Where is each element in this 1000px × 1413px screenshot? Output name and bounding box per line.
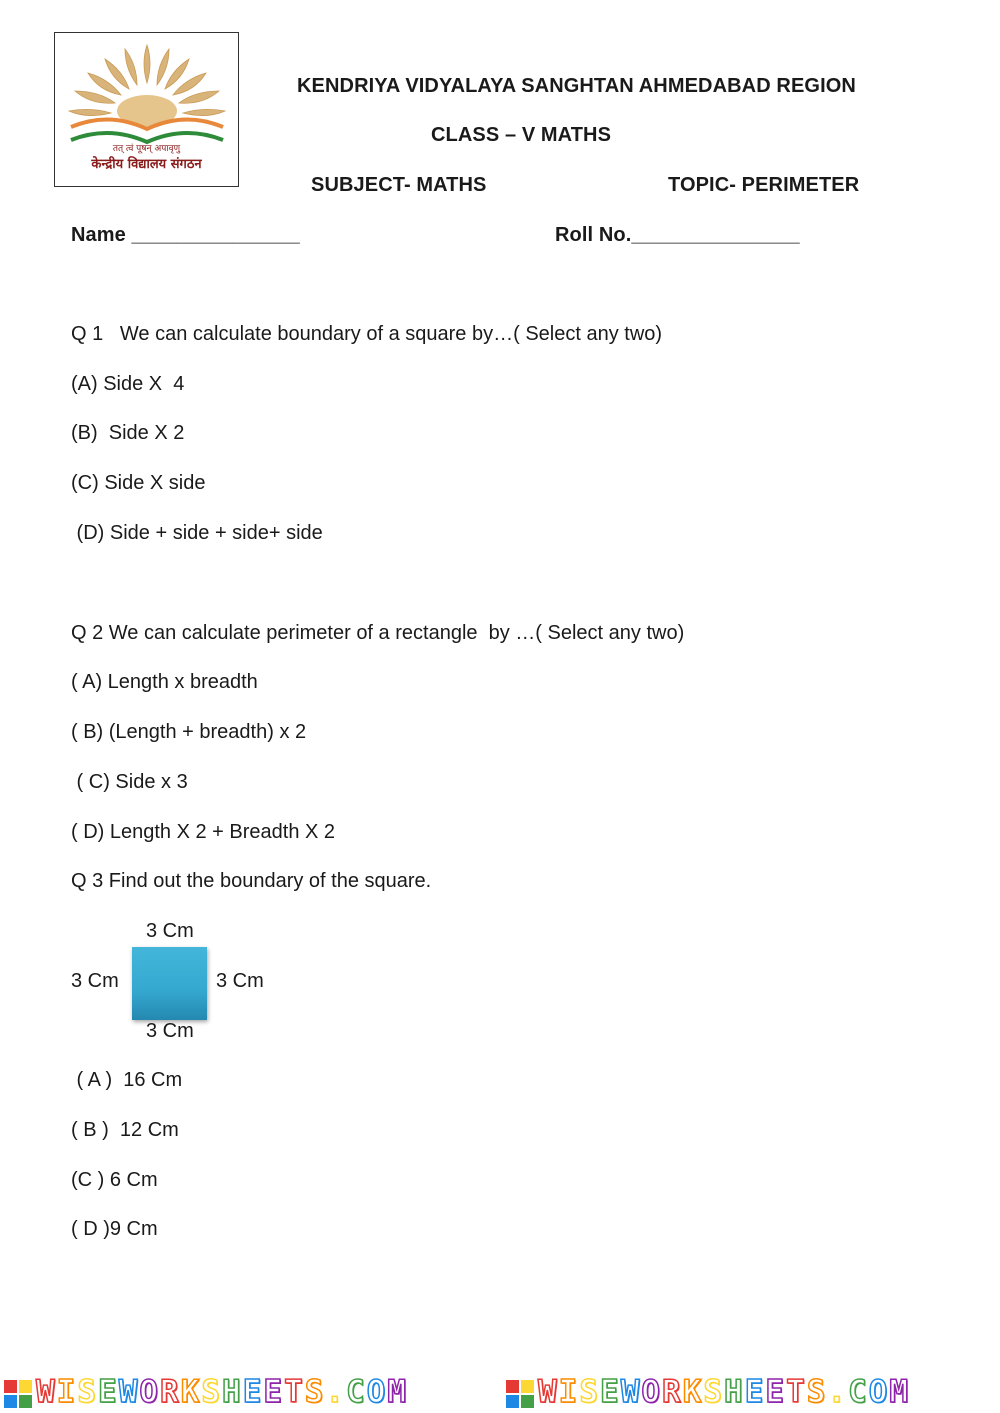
question-3: Q 3 Find out the boundary of the square.: [71, 870, 432, 892]
brand-text-left: WISEWORKSHEETS.COM: [36, 1374, 409, 1410]
square-bottom-label: 3 Cm: [146, 1020, 194, 1042]
brand-text-right: WISEWORKSHEETS.COM: [538, 1374, 911, 1410]
q2-option-a[interactable]: ( A) Length x breadth: [71, 671, 258, 693]
logo-name: केन्द्रीय विद्यालय संगठन: [91, 157, 202, 172]
q3-option-a[interactable]: ( A ) 16 Cm: [71, 1069, 183, 1091]
square-left-label: 3 Cm: [71, 970, 119, 992]
q2-option-b[interactable]: ( B) (Length + breadth) x 2: [71, 721, 307, 743]
question-2: Q 2 We can calculate perimeter of a rectangle by …( Select any two): [71, 622, 685, 644]
wise-logo-icon-right: [506, 1380, 534, 1408]
square-right-label: 3 Cm: [216, 970, 264, 992]
q1-option-a[interactable]: (A) Side X 4: [71, 373, 185, 395]
q2-option-d[interactable]: ( D) Length X 2 + Breadth X 2: [71, 821, 336, 843]
q3-option-c[interactable]: (C ) 6 Cm: [71, 1169, 158, 1191]
q2-option-c[interactable]: ( C) Side x 3: [71, 771, 188, 793]
q1-option-b[interactable]: (B) Side X 2: [71, 422, 185, 444]
q3-option-b[interactable]: ( B ) 12 Cm: [71, 1119, 179, 1141]
logo-motto: तत् त्वं पूषन् अपावृणु: [112, 144, 181, 154]
roll-number-field[interactable]: Roll No._______________: [555, 224, 800, 246]
question-1: Q 1 We can calculate boundary of a square by…( Select any two): [71, 323, 663, 345]
q1-option-d[interactable]: (D) Side + side + side+ side: [71, 522, 323, 544]
square-figure: [132, 947, 207, 1020]
class-title: CLASS – V MATHS: [431, 124, 612, 146]
school-logo: [54, 32, 239, 187]
wise-logo-icon-left: [4, 1380, 32, 1408]
topic-label: TOPIC- PERIMETER: [668, 174, 860, 196]
subject-label: SUBJECT- MATHS: [311, 174, 487, 196]
q3-option-d[interactable]: ( D )9 Cm: [71, 1218, 158, 1240]
square-top-label: 3 Cm: [146, 920, 194, 942]
org-title: KENDRIYA VIDYALAYA SANGHTAN AHMEDABAD REGION: [297, 75, 856, 97]
name-field[interactable]: Name _______________: [71, 224, 300, 246]
q1-option-c[interactable]: (C) Side X side: [71, 472, 206, 494]
